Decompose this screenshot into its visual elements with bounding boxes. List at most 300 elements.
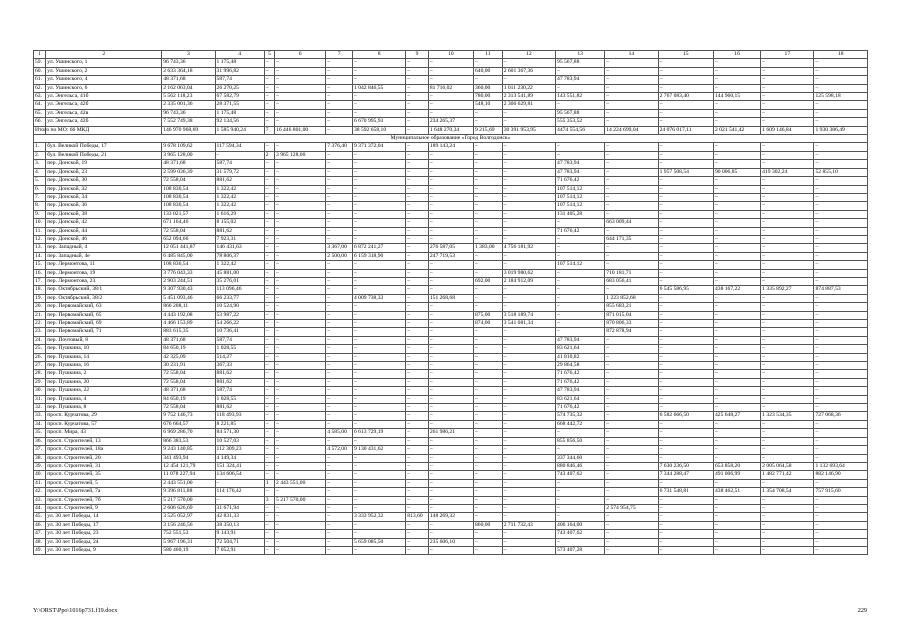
table-cell: – xyxy=(502,446,555,454)
table-cell: – xyxy=(264,471,274,479)
table-cell: – xyxy=(406,168,429,176)
table-cell: – xyxy=(406,336,429,344)
table-cell: просп. Строителей, 20 xyxy=(46,454,162,462)
table-cell: 9 396 811,88 xyxy=(162,488,215,496)
table-cell: 13 xyxy=(556,51,605,59)
table-cell: ул. Ушинского, 1 xyxy=(46,59,162,67)
table-cell: – xyxy=(502,118,555,126)
table-cell: 6 731 548,81 xyxy=(658,488,713,496)
table-cell: – xyxy=(326,76,353,84)
table-cell: пер. Донской, 34 xyxy=(46,193,162,201)
table-cell: 146 431,63 xyxy=(215,244,264,252)
table-cell: – xyxy=(264,143,274,151)
table-cell: – xyxy=(428,530,473,538)
table-cell: – xyxy=(428,269,473,277)
table-cell: – xyxy=(814,84,868,92)
table-row xyxy=(34,219,868,227)
table-cell: 2 903 244,51 xyxy=(162,277,215,285)
table-cell: – xyxy=(428,151,473,159)
table-cell: – xyxy=(502,387,555,395)
table-cell: – xyxy=(713,244,760,252)
table-cell: 15. xyxy=(34,261,46,269)
table-cell: 438 462,51 xyxy=(713,488,760,496)
table-cell: – xyxy=(326,269,353,277)
table-cell: – xyxy=(326,471,353,479)
table-row xyxy=(34,513,868,521)
table-cell: – xyxy=(713,151,760,159)
table-cell: – xyxy=(814,118,868,126)
table-cell: 16 xyxy=(713,51,760,59)
table-cell: 1 957 508,54 xyxy=(658,168,713,176)
table-cell: – xyxy=(814,479,868,487)
table-cell: – xyxy=(275,345,326,353)
table-cell: 18 xyxy=(814,51,868,59)
table-cell: – xyxy=(264,210,274,218)
table-cell: – xyxy=(264,118,274,126)
table-cell: – xyxy=(264,93,274,101)
table-cell: 7 630 236,50 xyxy=(658,462,713,470)
table-cell: – xyxy=(605,420,658,428)
table-cell: – xyxy=(275,328,326,336)
table-cell: – xyxy=(814,101,868,109)
table-cell: 29 864,58 xyxy=(556,362,605,370)
table-cell: 341 493,94 xyxy=(162,454,215,462)
table-cell: – xyxy=(275,67,326,75)
table-cell: – xyxy=(814,538,868,546)
table-cell: – xyxy=(428,210,473,218)
table-cell: – xyxy=(713,538,760,546)
table-cell: 72 558,04 xyxy=(162,177,215,185)
table-cell: – xyxy=(713,362,760,370)
table-cell: 26. xyxy=(34,353,46,361)
table-cell: 49. xyxy=(34,546,46,554)
table-cell: 367,33 xyxy=(215,362,264,370)
table-cell: – xyxy=(761,328,814,336)
table-cell: 10 524,90 xyxy=(215,303,264,311)
table-cell: – xyxy=(814,59,868,67)
table-cell: – xyxy=(605,546,658,554)
page-number: 229 xyxy=(857,607,867,614)
table-cell: – xyxy=(814,235,868,243)
table-cell: 16. xyxy=(34,269,46,277)
table-cell: – xyxy=(264,261,274,269)
table-cell: – xyxy=(352,530,405,538)
table-row xyxy=(34,546,868,554)
table-row xyxy=(34,429,868,437)
table-cell: 17. xyxy=(34,277,46,285)
table-row xyxy=(34,202,868,210)
table-cell: – xyxy=(264,277,274,285)
table-cell: – xyxy=(761,370,814,378)
table-cell: – xyxy=(326,521,353,529)
table-cell: – xyxy=(275,177,326,185)
table-cell: – xyxy=(406,67,429,75)
table-cell: – xyxy=(264,84,274,92)
table-cell: – xyxy=(502,227,555,235)
table-cell: – xyxy=(761,294,814,302)
table-cell: – xyxy=(406,471,429,479)
table-cell: – xyxy=(326,109,353,117)
table-cell: – xyxy=(502,336,555,344)
table-cell: 743 407,62 xyxy=(556,471,605,479)
table-cell: – xyxy=(502,261,555,269)
table-cell: 1 616,29 xyxy=(215,210,264,218)
table-cell: 1 322,42 xyxy=(215,202,264,210)
table-cell: – xyxy=(605,538,658,546)
table-cell: – xyxy=(605,118,658,126)
table-cell: пер. Лермонтова, 19 xyxy=(46,269,162,277)
table-cell: ул. Ушинского, 2 xyxy=(46,67,162,75)
table-cell: – xyxy=(713,252,760,260)
table-row xyxy=(34,530,868,538)
table-cell: – xyxy=(326,530,353,538)
table-cell: пер. Почтовый, 8 xyxy=(46,336,162,344)
table-cell: 880 846,46 xyxy=(556,462,605,470)
table-cell: – xyxy=(814,109,868,117)
table-cell: – xyxy=(352,454,405,462)
table-cell: – xyxy=(406,404,429,412)
table-cell: – xyxy=(502,168,555,176)
table-cell: – xyxy=(406,546,429,554)
table-cell: – xyxy=(658,437,713,445)
table-cell: 491 006,99 xyxy=(713,471,760,479)
table-cell: – xyxy=(406,252,429,260)
table-cell: 6. xyxy=(34,185,46,193)
table-cell: – xyxy=(326,277,353,285)
table-row xyxy=(34,143,868,151)
table-cell: – xyxy=(264,244,274,252)
table-cell: – xyxy=(556,504,605,512)
table-cell: просп. Строителей, 7а xyxy=(46,488,162,496)
table-cell: – xyxy=(428,185,473,193)
table-cell: 6 969 286,70 xyxy=(162,429,215,437)
table-cell: – xyxy=(605,84,658,92)
table-cell: – xyxy=(556,67,605,75)
table-cell: – xyxy=(713,177,760,185)
table-cell: пер. Донской, 38 xyxy=(46,210,162,218)
table-cell: 113 096,46 xyxy=(215,286,264,294)
table-cell: – xyxy=(264,269,274,277)
table-cell: 42 325,09 xyxy=(162,353,215,361)
table-cell: бул. Великой Победы, 21 xyxy=(46,151,162,159)
table-cell: 1 132 693,64 xyxy=(814,462,868,470)
table-cell: – xyxy=(275,471,326,479)
table-cell: 66. xyxy=(34,118,46,126)
table-cell: 10 527,03 xyxy=(215,437,264,445)
table-cell: 46. xyxy=(34,521,46,529)
table-cell: – xyxy=(406,395,429,403)
table-row xyxy=(34,235,868,243)
table-cell: пер. Октябрьский, 38/1 xyxy=(46,286,162,294)
table-cell: – xyxy=(352,160,405,168)
table-cell: – xyxy=(761,252,814,260)
table-cell: – xyxy=(713,109,760,117)
table-cell: – xyxy=(658,328,713,336)
table-cell: 514,27 xyxy=(215,353,264,361)
table-cell: ул. Энгельса, 42б xyxy=(46,101,162,109)
table-cell: просп. Строителей, 31 xyxy=(46,462,162,470)
table-cell: – xyxy=(264,177,274,185)
table-cell: 40. xyxy=(34,471,46,479)
table-cell: – xyxy=(406,530,429,538)
table-cell: 12 051 441,87 xyxy=(162,244,215,252)
table-cell: ул. 30 лет Победы, 23 xyxy=(46,530,162,538)
table-cell: – xyxy=(605,227,658,235)
table-cell: 3 019 980,62 xyxy=(502,269,555,277)
table-cell: – xyxy=(658,59,713,67)
table-cell: 16 446 801,00 xyxy=(275,126,326,134)
table-cell: – xyxy=(352,219,405,227)
table-cell: 573 407,28 xyxy=(556,546,605,554)
table-cell: 5 217 570,00 xyxy=(162,496,215,504)
table-cell: – xyxy=(428,504,473,512)
table-cell: 47 783,94 xyxy=(556,336,605,344)
table-cell: 8 155,02 xyxy=(215,219,264,227)
table-cell: 4 xyxy=(215,51,264,59)
table-cell: – xyxy=(473,336,502,344)
table-cell: 2 005 064,58 xyxy=(761,462,814,470)
table-cell: – xyxy=(713,185,760,193)
table-cell: – xyxy=(326,454,353,462)
table-cell: – xyxy=(352,345,405,353)
table-cell: – xyxy=(473,404,502,412)
table-cell: 1 930 386,49 xyxy=(814,126,868,134)
table-cell: 360,00 xyxy=(473,84,502,92)
table-cell: – xyxy=(352,185,405,193)
table-cell: – xyxy=(658,109,713,117)
table-cell: – xyxy=(814,504,868,512)
table-cell: – xyxy=(473,429,502,437)
table-cell: – xyxy=(352,479,405,487)
table-cell: 47. xyxy=(34,530,46,538)
table-cell: – xyxy=(428,488,473,496)
table-cell: – xyxy=(352,202,405,210)
table-cell: 6 485 845,00 xyxy=(162,252,215,260)
table-cell: 1 354 708,54 xyxy=(761,488,814,496)
table-cell: – xyxy=(326,387,353,395)
table-cell: – xyxy=(326,235,353,243)
table-cell: пер. Первомайский, 71 xyxy=(46,328,162,336)
table-cell: – xyxy=(761,437,814,445)
table-cell: – xyxy=(428,370,473,378)
table-cell: 6 582 666,50 xyxy=(658,412,713,420)
table-cell: – xyxy=(473,504,502,512)
table-cell: 35. xyxy=(34,429,46,437)
table-cell: – xyxy=(502,530,555,538)
table-cell: 118 493,93 xyxy=(215,412,264,420)
table-cell: – xyxy=(264,286,274,294)
table-cell: – xyxy=(713,429,760,437)
table-cell: – xyxy=(761,101,814,109)
table-cell: – xyxy=(473,437,502,445)
table-cell: – xyxy=(406,538,429,546)
table-cell: 1 011 230,22 xyxy=(502,84,555,92)
table-cell: 71 676,42 xyxy=(556,177,605,185)
table-cell: – xyxy=(502,177,555,185)
table-cell: 9 243 140,85 xyxy=(162,446,215,454)
table-cell: – xyxy=(275,286,326,294)
table-cell: – xyxy=(326,151,353,159)
table-cell: – xyxy=(428,328,473,336)
table-cell: – xyxy=(406,286,429,294)
table-cell: – xyxy=(814,177,868,185)
table-cell: – xyxy=(761,185,814,193)
table-cell: – xyxy=(428,101,473,109)
table-cell: – xyxy=(352,227,405,235)
table-cell: – xyxy=(326,59,353,67)
table-cell: просп. Строителей, 9 xyxy=(46,504,162,512)
table-cell: 663 009,44 xyxy=(605,219,658,227)
table-cell: – xyxy=(326,202,353,210)
section-heading: Муниципальное образование «Город Волгодонск» xyxy=(34,135,868,143)
table-cell: – xyxy=(658,546,713,554)
table-cell: – xyxy=(264,538,274,546)
table-cell: 66 233,77 xyxy=(215,294,264,302)
table-cell: 108 836,54 xyxy=(162,185,215,193)
table-cell: – xyxy=(264,429,274,437)
table-cell: 30 391 953,95 xyxy=(502,126,555,134)
table-cell: 1 648 270,34 xyxy=(428,126,473,134)
table-cell: 2 599 036,39 xyxy=(162,168,215,176)
table-cell: – xyxy=(814,151,868,159)
table-cell: – xyxy=(275,294,326,302)
table-cell: 1 322,42 xyxy=(215,185,264,193)
table-cell: – xyxy=(275,546,326,554)
table-cell: – xyxy=(713,210,760,218)
table-cell: – xyxy=(605,59,658,67)
table-cell: – xyxy=(761,227,814,235)
table-cell: – xyxy=(275,378,326,386)
table-cell: 107 514,12 xyxy=(556,261,605,269)
table-cell: – xyxy=(658,353,713,361)
table-cell: – xyxy=(428,202,473,210)
table-cell: – xyxy=(326,513,353,521)
table-cell: 640,00 xyxy=(473,67,502,75)
table-cell: 4 572,00 xyxy=(326,446,353,454)
table-cell: – xyxy=(428,261,473,269)
table-cell: – xyxy=(605,93,658,101)
table-cell: – xyxy=(473,160,502,168)
table-cell: 38. xyxy=(34,454,46,462)
table-cell: – xyxy=(326,177,353,185)
table-cell: 10. xyxy=(34,219,46,227)
table-cell: 72 558,04 xyxy=(162,378,215,386)
table-cell: – xyxy=(473,227,502,235)
table-cell: – xyxy=(814,395,868,403)
table-cell: – xyxy=(556,101,605,109)
table-cell: – xyxy=(605,446,658,454)
table-cell: 72 558,04 xyxy=(162,370,215,378)
table-cell: – xyxy=(215,151,264,159)
table-cell: – xyxy=(761,202,814,210)
table-cell: – xyxy=(814,446,868,454)
table-cell: – xyxy=(275,504,326,512)
table-cell: – xyxy=(352,412,405,420)
table-cell: – xyxy=(814,496,868,504)
table-cell: 2 711 732,43 xyxy=(502,521,555,529)
table-cell: – xyxy=(473,546,502,554)
table-row xyxy=(34,109,868,117)
table-cell: 54 266,22 xyxy=(215,320,264,328)
table-cell: – xyxy=(326,286,353,294)
table-cell: – xyxy=(502,210,555,218)
table-cell: 1 175,48 xyxy=(215,59,264,67)
table-cell: – xyxy=(761,177,814,185)
table-cell: – xyxy=(605,210,658,218)
table-cell: 64. xyxy=(34,101,46,109)
table-cell: – xyxy=(502,454,555,462)
table-cell: – xyxy=(326,185,353,193)
table-cell: 855 683,21 xyxy=(605,303,658,311)
table-cell: – xyxy=(814,530,868,538)
table-cell: 883 615,35 xyxy=(162,328,215,336)
table-cell: – xyxy=(556,277,605,285)
table-cell: 1 323 534,35 xyxy=(761,412,814,420)
table-cell: – xyxy=(761,193,814,201)
table-row xyxy=(34,76,868,84)
table-cell: – xyxy=(814,252,868,260)
table-cell: – xyxy=(275,387,326,395)
table-cell: 3 367,00 xyxy=(326,244,353,252)
table-cell: – xyxy=(814,328,868,336)
table-cell: – xyxy=(326,67,353,75)
table-cell: – xyxy=(264,454,274,462)
table-cell: – xyxy=(473,328,502,336)
table-row xyxy=(34,395,868,403)
table-cell: – xyxy=(713,521,760,529)
table-cell: – xyxy=(658,177,713,185)
table-cell: – xyxy=(556,252,605,260)
table-cell: ул. 30 лет Победы, 24 xyxy=(46,538,162,546)
table-cell: – xyxy=(814,269,868,277)
table-cell: – xyxy=(713,454,760,462)
table-cell: – xyxy=(713,303,760,311)
table-cell: – xyxy=(326,210,353,218)
table-cell: – xyxy=(264,303,274,311)
table-cell: – xyxy=(502,185,555,193)
table-cell: пер. Пушкина, 4 xyxy=(46,395,162,403)
table-cell: – xyxy=(352,437,405,445)
table-cell: – xyxy=(761,353,814,361)
table-cell: – xyxy=(814,67,868,75)
table-cell: – xyxy=(326,504,353,512)
table-cell: – xyxy=(275,193,326,201)
table-cell: – xyxy=(556,294,605,302)
table-cell: – xyxy=(473,202,502,210)
table-cell: 3. xyxy=(34,160,46,168)
table-row xyxy=(34,370,868,378)
table-cell: – xyxy=(264,202,274,210)
table-cell: – xyxy=(326,219,353,227)
table-cell: – xyxy=(275,336,326,344)
table-cell: – xyxy=(406,84,429,92)
table-cell: – xyxy=(406,488,429,496)
table-cell: 8 221,85 xyxy=(215,420,264,428)
table-cell: 757 915,60 xyxy=(814,488,868,496)
table-cell: просп. Строителей, 18а xyxy=(46,446,162,454)
table-cell: бул. Великой Победы, 17 xyxy=(46,143,162,151)
table-row xyxy=(34,496,868,504)
table-cell: – xyxy=(556,151,605,159)
table-cell: – xyxy=(326,488,353,496)
table-cell: – xyxy=(326,328,353,336)
table-cell: – xyxy=(352,370,405,378)
table-cell: – xyxy=(352,395,405,403)
table-cell: – xyxy=(428,193,473,201)
table-cell: пер. Пушкина, 14 xyxy=(46,353,162,361)
table-cell: – xyxy=(352,353,405,361)
table-cell: – xyxy=(713,420,760,428)
